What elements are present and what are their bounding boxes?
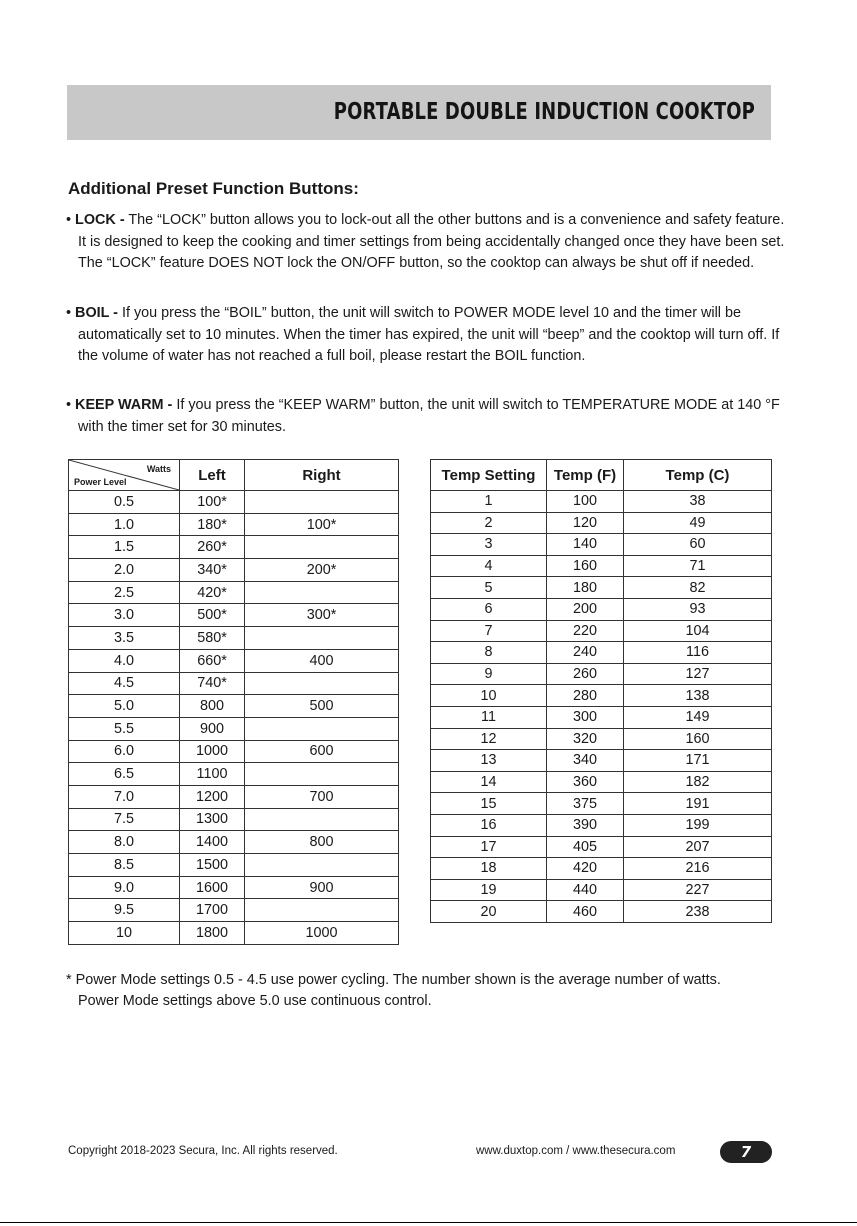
temp-c-cell: 60 bbox=[624, 534, 772, 556]
footnote-line-1: * Power Mode settings 0.5 - 4.5 use power cycling. The number shown is the average number of watts. bbox=[66, 972, 721, 988]
left-watts-cell: 660* bbox=[180, 649, 245, 672]
power-table-row bbox=[69, 581, 399, 604]
temp-table-row bbox=[431, 512, 772, 534]
power-level-cell: 8.0 bbox=[69, 831, 180, 854]
power-level-cell: 3.0 bbox=[69, 604, 180, 627]
temp-table-row bbox=[431, 577, 772, 599]
boil-term: BOIL - bbox=[75, 305, 118, 321]
lock-term: LOCK - bbox=[75, 212, 125, 228]
right-header: Right bbox=[245, 460, 399, 491]
power-table-row bbox=[69, 649, 399, 672]
left-watts-cell: 1100 bbox=[180, 763, 245, 786]
power-table-row bbox=[69, 876, 399, 899]
left-watts-cell: 1500 bbox=[180, 854, 245, 877]
power-table-row bbox=[69, 763, 399, 786]
temp-c-cell: 104 bbox=[624, 620, 772, 642]
temp-table-row bbox=[431, 642, 772, 664]
lock-description: The “LOCK” button allows you to lock-out all the other buttons and is a convenience and safety feature. It is designed to keep the cooking and timer settings from being accidentally changed once they have been set. The “LOCK” feature DOES NOT lock the ON/OFF button, so the cooktop can always be shut off if needed. bbox=[78, 212, 785, 272]
power-level-table bbox=[68, 459, 399, 945]
temp-table-row bbox=[431, 491, 772, 513]
temp-f-cell: 320 bbox=[547, 728, 624, 750]
temp-f-header: Temp (F) bbox=[547, 460, 624, 491]
temp-setting-cell: 7 bbox=[431, 620, 547, 642]
left-watts-cell: 420* bbox=[180, 581, 245, 604]
left-watts-cell: 100* bbox=[180, 491, 245, 514]
temp-table-row bbox=[431, 685, 772, 707]
temp-f-cell: 375 bbox=[547, 793, 624, 815]
temp-table-row bbox=[431, 750, 772, 772]
power-table-row bbox=[69, 854, 399, 877]
temp-table-header-row bbox=[431, 460, 772, 491]
temp-c-cell: 207 bbox=[624, 836, 772, 858]
left-watts-cell: 580* bbox=[180, 627, 245, 650]
temp-c-cell: 82 bbox=[624, 577, 772, 599]
temp-f-cell: 220 bbox=[547, 620, 624, 642]
left-watts-cell: 740* bbox=[180, 672, 245, 695]
left-watts-cell: 180* bbox=[180, 513, 245, 536]
temp-f-cell: 140 bbox=[547, 534, 624, 556]
right-watts-cell bbox=[245, 899, 399, 922]
power-level-cell: 3.5 bbox=[69, 627, 180, 650]
temp-table-row bbox=[431, 814, 772, 836]
power-level-cell: 9.0 bbox=[69, 876, 180, 899]
temp-f-cell: 180 bbox=[547, 577, 624, 599]
power-level-cell: 6.5 bbox=[69, 763, 180, 786]
power-level-cell: 8.5 bbox=[69, 854, 180, 877]
temp-f-cell: 300 bbox=[547, 706, 624, 728]
copyright-text: Copyright 2018-2023 Secura, Inc. All rights reserved. bbox=[68, 1145, 338, 1157]
left-watts-cell: 260* bbox=[180, 536, 245, 559]
left-watts-cell: 1700 bbox=[180, 899, 245, 922]
temp-c-cell: 216 bbox=[624, 858, 772, 880]
right-watts-cell: 600 bbox=[245, 740, 399, 763]
temp-table-row bbox=[431, 728, 772, 750]
power-level-cell: 4.0 bbox=[69, 649, 180, 672]
temp-table-row bbox=[431, 836, 772, 858]
temp-c-cell: 71 bbox=[624, 555, 772, 577]
power-level-cell: 0.5 bbox=[69, 491, 180, 514]
power-table-row bbox=[69, 922, 399, 945]
temp-table-row bbox=[431, 879, 772, 901]
right-watts-cell: 900 bbox=[245, 876, 399, 899]
power-table-header-row bbox=[69, 460, 399, 491]
left-watts-cell: 1800 bbox=[180, 922, 245, 945]
temp-setting-header: Temp Setting bbox=[431, 460, 547, 491]
temp-c-cell: 238 bbox=[624, 901, 772, 923]
temp-f-cell: 200 bbox=[547, 598, 624, 620]
temp-setting-cell: 13 bbox=[431, 750, 547, 772]
temp-setting-cell: 18 bbox=[431, 858, 547, 880]
temp-f-cell: 120 bbox=[547, 512, 624, 534]
temp-c-cell: 149 bbox=[624, 706, 772, 728]
power-table-row bbox=[69, 695, 399, 718]
temp-f-cell: 360 bbox=[547, 771, 624, 793]
left-watts-cell: 340* bbox=[180, 559, 245, 582]
temp-setting-cell: 17 bbox=[431, 836, 547, 858]
power-table-row bbox=[69, 513, 399, 536]
temp-setting-cell: 4 bbox=[431, 555, 547, 577]
power-level-cell: 1.0 bbox=[69, 513, 180, 536]
temp-setting-cell: 15 bbox=[431, 793, 547, 815]
temp-c-cell: 127 bbox=[624, 663, 772, 685]
temp-setting-cell: 11 bbox=[431, 706, 547, 728]
temp-table-row bbox=[431, 901, 772, 923]
power-table-row bbox=[69, 740, 399, 763]
temp-setting-cell: 20 bbox=[431, 901, 547, 923]
power-level-cell: 7.5 bbox=[69, 808, 180, 831]
temp-setting-cell: 8 bbox=[431, 642, 547, 664]
right-watts-cell bbox=[245, 536, 399, 559]
left-watts-cell: 1300 bbox=[180, 808, 245, 831]
watts-label: Watts bbox=[146, 464, 171, 474]
website-text: www.duxtop.com / www.thesecura.com bbox=[476, 1145, 676, 1157]
temp-f-cell: 280 bbox=[547, 685, 624, 707]
keep-warm-term: KEEP WARM - bbox=[75, 397, 177, 413]
bullet: • bbox=[66, 397, 72, 413]
temp-setting-cell: 2 bbox=[431, 512, 547, 534]
temp-setting-cell: 5 bbox=[431, 577, 547, 599]
right-watts-cell: 200* bbox=[245, 559, 399, 582]
temp-c-cell: 160 bbox=[624, 728, 772, 750]
temp-c-cell: 191 bbox=[624, 793, 772, 815]
temperature-table bbox=[430, 459, 772, 923]
footnote-line-2: Power Mode settings above 5.0 use continuous control. bbox=[78, 993, 432, 1010]
keep-warm-description: If you press the “KEEP WARM” button, the unit will switch to TEMPERATURE MODE at 140 °F with the timer set for 30 minutes. bbox=[78, 397, 780, 435]
temp-c-header: Temp (C) bbox=[624, 460, 772, 491]
temp-setting-cell: 6 bbox=[431, 598, 547, 620]
right-watts-cell: 400 bbox=[245, 649, 399, 672]
right-watts-cell bbox=[245, 763, 399, 786]
left-watts-cell: 900 bbox=[180, 717, 245, 740]
left-watts-cell: 500* bbox=[180, 604, 245, 627]
keep-warm-paragraph bbox=[66, 395, 786, 438]
right-watts-cell: 300* bbox=[245, 604, 399, 627]
power-table-row bbox=[69, 604, 399, 627]
page-number-badge: 7 bbox=[720, 1141, 772, 1163]
temp-table-row bbox=[431, 771, 772, 793]
temp-c-cell: 171 bbox=[624, 750, 772, 772]
temp-c-cell: 199 bbox=[624, 814, 772, 836]
power-level-cell: 7.0 bbox=[69, 785, 180, 808]
temp-f-cell: 160 bbox=[547, 555, 624, 577]
power-level-cell: 1.5 bbox=[69, 536, 180, 559]
power-level-cell: 10 bbox=[69, 922, 180, 945]
temp-c-cell: 182 bbox=[624, 771, 772, 793]
temp-f-cell: 240 bbox=[547, 642, 624, 664]
bullet: • bbox=[66, 305, 72, 321]
temp-c-cell: 227 bbox=[624, 879, 772, 901]
temp-table-row bbox=[431, 663, 772, 685]
temp-f-cell: 420 bbox=[547, 858, 624, 880]
power-table-row bbox=[69, 785, 399, 808]
left-header: Left bbox=[180, 460, 245, 491]
temp-setting-cell: 19 bbox=[431, 879, 547, 901]
temp-table-row bbox=[431, 598, 772, 620]
power-level-cell: 4.5 bbox=[69, 672, 180, 695]
temp-f-cell: 260 bbox=[547, 663, 624, 685]
temp-c-cell: 116 bbox=[624, 642, 772, 664]
right-watts-cell bbox=[245, 581, 399, 604]
temp-table-row bbox=[431, 620, 772, 642]
temp-setting-cell: 12 bbox=[431, 728, 547, 750]
power-table-row bbox=[69, 491, 399, 514]
right-watts-cell: 100* bbox=[245, 513, 399, 536]
lock-paragraph bbox=[66, 210, 786, 275]
power-level-label: Power Level bbox=[74, 477, 127, 487]
power-level-cell: 2.5 bbox=[69, 581, 180, 604]
temp-f-cell: 460 bbox=[547, 901, 624, 923]
power-level-cell: 2.0 bbox=[69, 559, 180, 582]
header-band bbox=[67, 85, 771, 140]
right-watts-cell bbox=[245, 627, 399, 650]
temp-f-cell: 100 bbox=[547, 491, 624, 513]
power-table-row bbox=[69, 831, 399, 854]
right-watts-cell: 1000 bbox=[245, 922, 399, 945]
temp-c-cell: 93 bbox=[624, 598, 772, 620]
temp-f-cell: 440 bbox=[547, 879, 624, 901]
power-table-row bbox=[69, 536, 399, 559]
temp-setting-cell: 3 bbox=[431, 534, 547, 556]
power-level-cell: 5.0 bbox=[69, 695, 180, 718]
power-level-cell: 5.5 bbox=[69, 717, 180, 740]
power-table-row bbox=[69, 899, 399, 922]
bullet: • bbox=[66, 212, 72, 228]
power-table-row bbox=[69, 672, 399, 695]
temp-c-cell: 49 bbox=[624, 512, 772, 534]
temp-setting-cell: 14 bbox=[431, 771, 547, 793]
boil-description: If you press the “BOIL” button, the unit will switch to POWER MODE level 10 and the timer will be automatically set to 10 minutes. When the timer has expired, the unit will “beep” and the cooktop will turn off. If the volume of water has not reached a full boil, please restart the BOIL function. bbox=[78, 305, 780, 365]
right-watts-cell: 800 bbox=[245, 831, 399, 854]
left-watts-cell: 1200 bbox=[180, 785, 245, 808]
left-watts-cell: 1600 bbox=[180, 876, 245, 899]
left-watts-cell: 1000 bbox=[180, 740, 245, 763]
right-watts-cell: 700 bbox=[245, 785, 399, 808]
right-watts-cell bbox=[245, 808, 399, 831]
temp-setting-cell: 9 bbox=[431, 663, 547, 685]
temp-table-row bbox=[431, 858, 772, 880]
right-watts-cell bbox=[245, 854, 399, 877]
power-table-row bbox=[69, 559, 399, 582]
temp-setting-cell: 16 bbox=[431, 814, 547, 836]
power-level-cell: 9.5 bbox=[69, 899, 180, 922]
power-table-row bbox=[69, 808, 399, 831]
right-watts-cell bbox=[245, 672, 399, 695]
temp-c-cell: 138 bbox=[624, 685, 772, 707]
right-watts-cell bbox=[245, 717, 399, 740]
temp-table-row bbox=[431, 706, 772, 728]
temp-setting-cell: 1 bbox=[431, 491, 547, 513]
temp-f-cell: 390 bbox=[547, 814, 624, 836]
left-watts-cell: 800 bbox=[180, 695, 245, 718]
section-heading: Additional Preset Function Buttons: bbox=[68, 179, 359, 198]
temp-table-row bbox=[431, 534, 772, 556]
bottom-rule bbox=[0, 1222, 857, 1223]
right-watts-cell bbox=[245, 491, 399, 514]
footnote bbox=[66, 970, 786, 1013]
left-watts-cell: 1400 bbox=[180, 831, 245, 854]
power-table-corner-cell bbox=[69, 460, 180, 491]
temp-table-row bbox=[431, 793, 772, 815]
temp-setting-cell: 10 bbox=[431, 685, 547, 707]
temp-table-row bbox=[431, 555, 772, 577]
temp-c-cell: 38 bbox=[624, 491, 772, 513]
temp-f-cell: 405 bbox=[547, 836, 624, 858]
power-level-cell: 6.0 bbox=[69, 740, 180, 763]
power-table-row bbox=[69, 627, 399, 650]
power-table-row bbox=[69, 717, 399, 740]
page-title: PORTABLE DOUBLE INDUCTION COOKTOP bbox=[333, 99, 755, 125]
right-watts-cell: 500 bbox=[245, 695, 399, 718]
boil-paragraph bbox=[66, 303, 786, 368]
temp-f-cell: 340 bbox=[547, 750, 624, 772]
